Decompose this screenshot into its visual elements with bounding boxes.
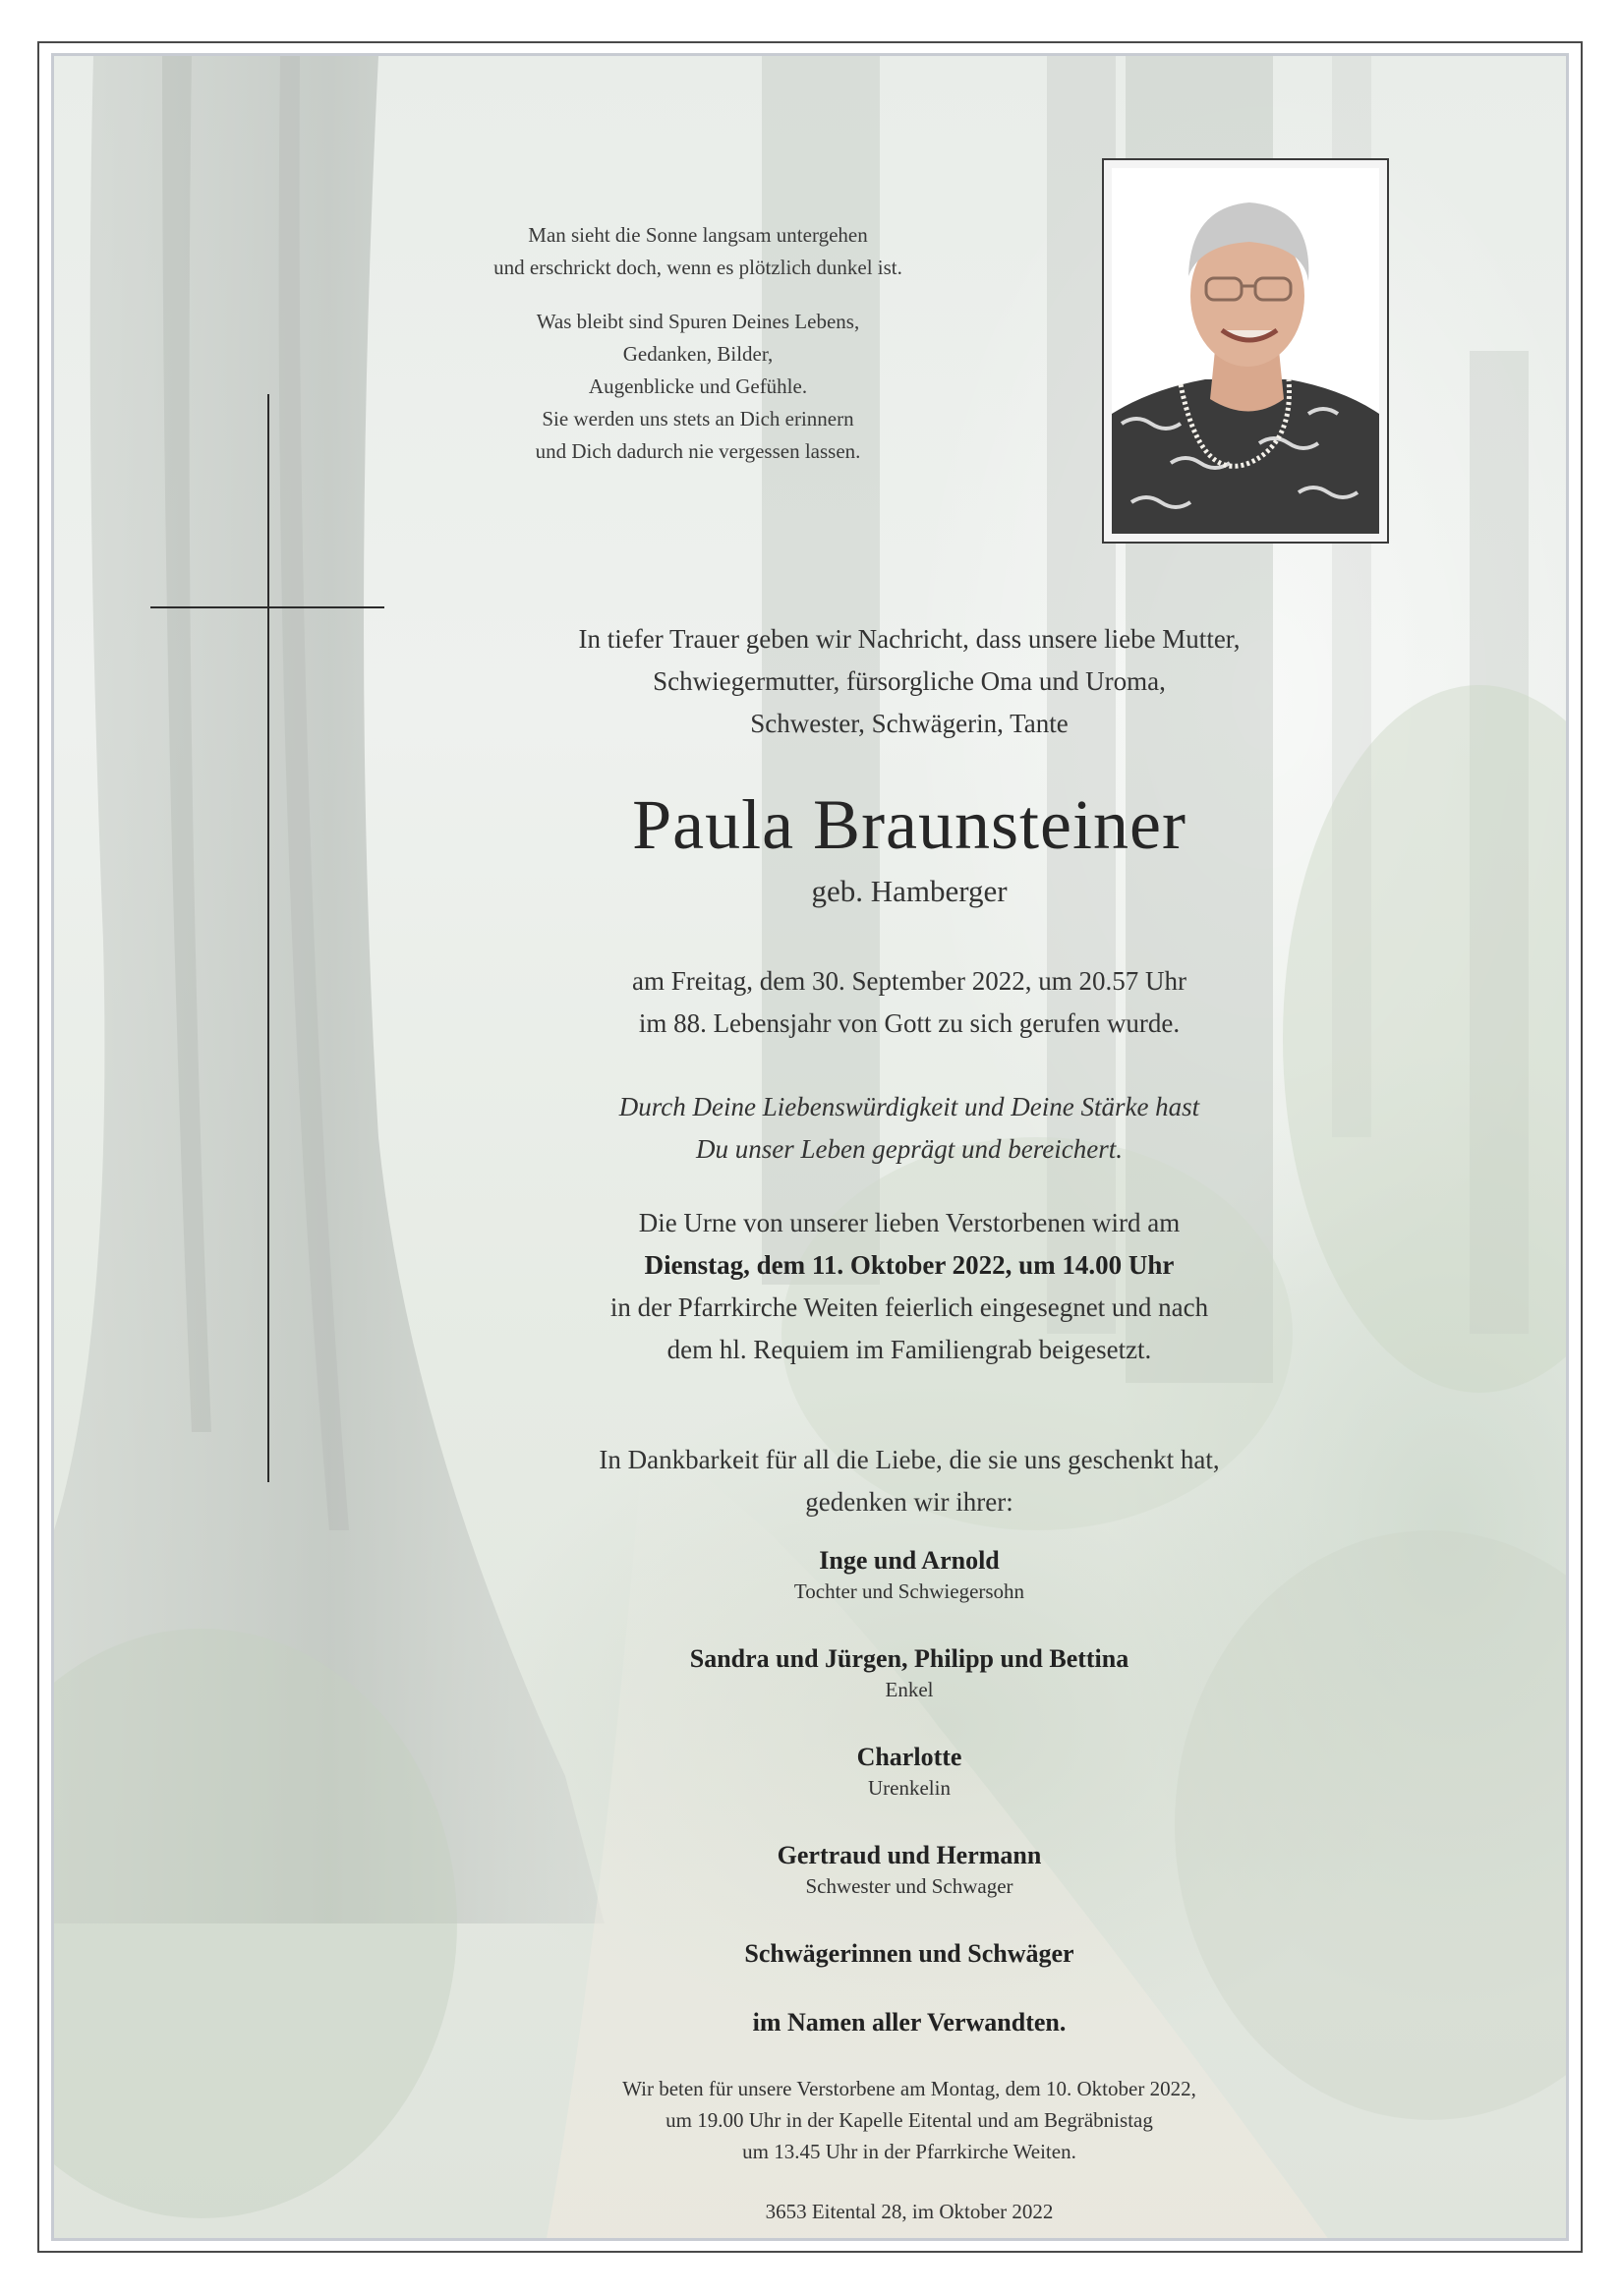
prayer-line: um 13.45 Uhr in der Pfarrkirche Weiten. (742, 2140, 1076, 2163)
poem-line: Man sieht die Sonne langsam untergehen (528, 223, 868, 247)
portrait-image (1112, 168, 1379, 534)
place-and-date: 3653 Eitental 28, im Oktober 2022 (765, 2200, 1054, 2223)
poem-line: und erschrickt doch, wenn es plötzlich dunkel ist. (493, 256, 902, 279)
intro-line: Schwiegermutter, fürsorgliche Oma und Uroma, (653, 666, 1166, 696)
obituary-card (51, 53, 1569, 2241)
mourner-relation: Enkel (885, 1678, 934, 1701)
poem-line: Was bleibt sind Spuren Deines Lebens, (536, 310, 860, 333)
mourner-name: Inge und Arnold (819, 1546, 1000, 1575)
mourner-name: Gertraud und Hermann (777, 1841, 1042, 1869)
memorial-quote (467, 1086, 1352, 1171)
mourner-relation: Schwester und Schwager (805, 1874, 1013, 1898)
portrait-photo-frame (1102, 158, 1389, 544)
quote-line: Du unser Leben geprägt und bereichert. (696, 1134, 1123, 1164)
prayer-notice (467, 2073, 1352, 2167)
poem-line: Sie werden uns stets an Dich erinnern (542, 407, 854, 430)
mourner-entry (467, 1741, 1352, 1802)
cross-vertical-bar (267, 394, 269, 1482)
poem-line: und Dich dadurch nie vergessen lassen. (535, 439, 861, 463)
prayer-line: um 19.00 Uhr in der Kapelle Eitental und am Begräbnistag (665, 2108, 1153, 2132)
prayer-line: Wir beten für unsere Verstorbene am Montag, dem 10. Oktober 2022, (622, 2077, 1196, 2100)
mourner-entry (467, 1544, 1352, 1605)
funeral-line: in der Pfarrkirche Weiten feierlich eingesegnet und nach (609, 1292, 1209, 1322)
mourner-entry (467, 1839, 1352, 1900)
death-notice-line: am Freitag, dem 30. September 2022, um 20.57 Uhr (632, 966, 1186, 996)
poem (428, 219, 968, 468)
deceased-name: Paula Braunsteiner (632, 785, 1186, 864)
thanks-line: In Dankbarkeit für all die Liebe, die sie uns geschenkt hat, (599, 1445, 1220, 1474)
quote-line: Durch Deine Liebenswürdigkeit und Deine Stärke hast (618, 1092, 1200, 1121)
mourner-name: Schwägerinnen und Schwäger (744, 1939, 1074, 1968)
maiden-name: geb. Hamberger (811, 874, 1008, 908)
mourner-name: Sandra und Jürgen, Philipp und Bettina (689, 1644, 1129, 1673)
funeral-notice (467, 1202, 1352, 1371)
poem-line: Gedanken, Bilder, (622, 342, 774, 366)
funeral-line: Die Urne von unserer lieben Verstorbenen wird am (638, 1208, 1181, 1237)
thanks-text (467, 1439, 1352, 1523)
death-notice-line: im 88. Lebensjahr von Gott zu sich gerufen wurde. (638, 1008, 1181, 1038)
poem-line: Augenblicke und Gefühle. (588, 374, 808, 398)
intro-text (467, 618, 1352, 745)
cross-horizontal-bar (150, 606, 384, 608)
mourner-relation: Tochter und Schwiegersohn (793, 1579, 1025, 1603)
mourner-name: Charlotte (856, 1743, 962, 1771)
mourner-entry (467, 2006, 1352, 2039)
intro-line: Schwester, Schwägerin, Tante (750, 709, 1069, 738)
thanks-line: gedenken wir ihrer: (805, 1487, 1013, 1517)
death-notice (467, 960, 1352, 1045)
portrait-photo (1112, 168, 1379, 534)
mourner-name: im Namen aller Verwandten. (752, 2008, 1067, 2037)
mourner-relation: Urenkelin (868, 1776, 951, 1800)
mourner-entry (467, 1642, 1352, 1703)
mourner-entry (467, 1937, 1352, 1971)
funeral-line: dem hl. Requiem im Familiengrab beigesetzt. (666, 1335, 1152, 1364)
funeral-date: Dienstag, dem 11. Oktober 2022, um 14.00 Uhr (644, 1250, 1175, 1280)
intro-line: In tiefer Trauer geben wir Nachricht, dass unsere liebe Mutter, (578, 624, 1241, 654)
